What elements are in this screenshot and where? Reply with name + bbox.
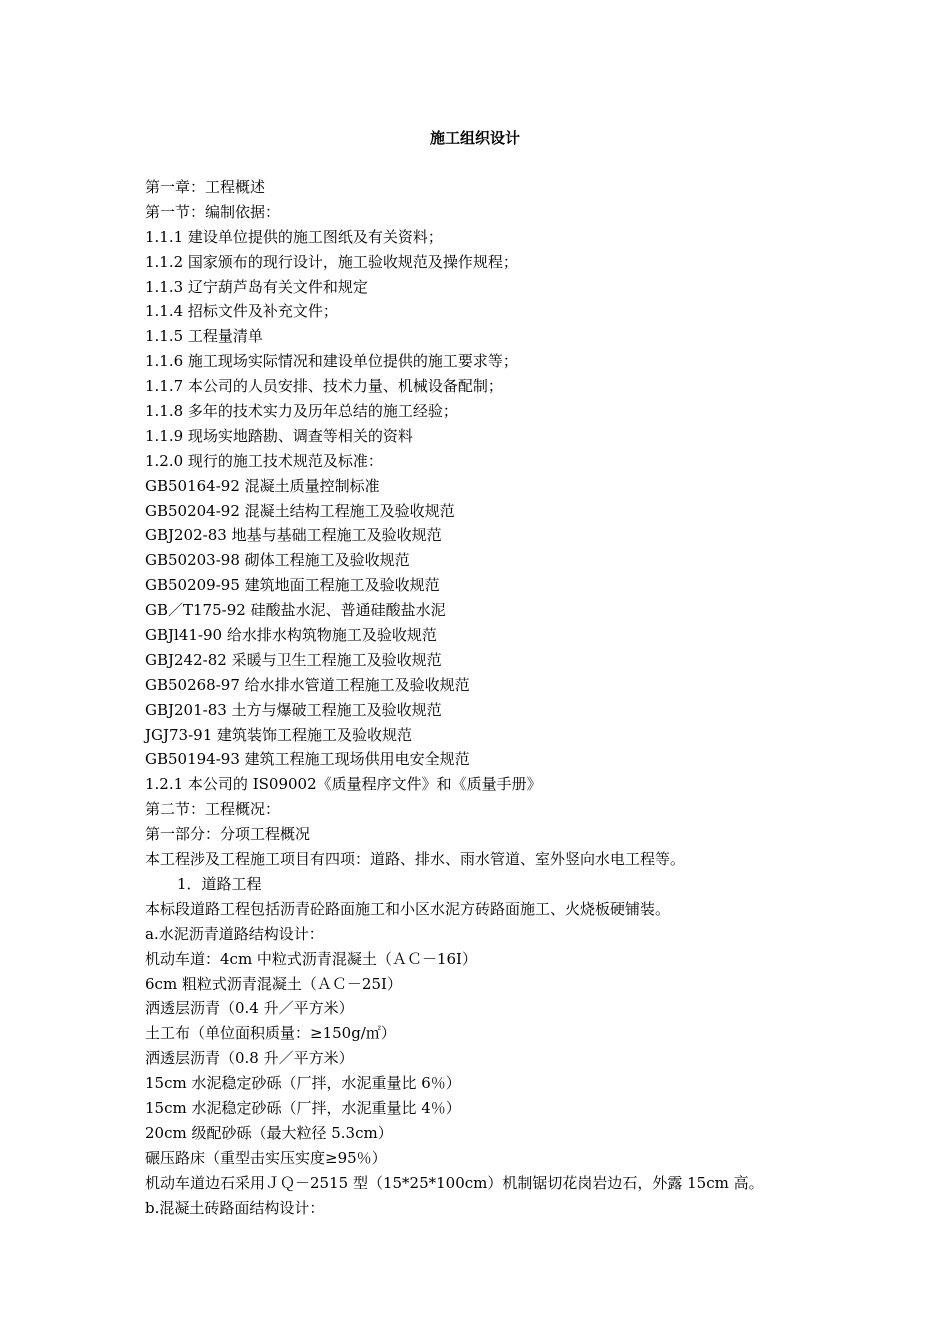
text-line: GB50203-98 砌体工程施工及验收规范 — [145, 551, 410, 570]
text-line: 1.1.3 辽宁葫芦岛有关文件和规定 — [145, 277, 368, 296]
text-line: GB50164-92 混凝土质量控制标准 — [145, 476, 380, 495]
text-line: 碾压路床（重型击实压实度≥95％） — [145, 1148, 387, 1167]
text-line: GB50204-92 混凝土结构工程施工及验收规范 — [145, 501, 455, 520]
text-line: GB50194-93 建筑工程施工现场供用电安全规范 — [145, 750, 470, 769]
text-line: 6cm 粗粒式沥青混凝土（ＡＣ－25Ⅰ） — [145, 974, 402, 993]
text-line: 第一节：编制依据： — [145, 202, 281, 221]
text-line: 洒透层沥青（0.4 升／平方米） — [145, 999, 354, 1018]
text-line: GB50209-95 建筑地面工程施工及验收规范 — [145, 576, 440, 595]
text-line: 1.1.1 建设单位提供的施工图纸及有关资料； — [145, 227, 443, 246]
text-line: GBJ202-83 地基与基础工程施工及验收规范 — [145, 526, 442, 545]
text-line: 第一章：工程概述 — [145, 178, 266, 196]
text-line: 1.1.5 工程量清单 — [145, 327, 263, 346]
text-line: 1.1.6 施工现场实际情况和建设单位提供的施工要求等； — [145, 352, 518, 371]
text-line: 15cm 水泥稳定砂砾（厂拌，水泥重量比 4％） — [145, 1098, 461, 1117]
text-line: 机动车道：4cm 中粒式沥青混凝土（ＡＣ－16Ⅰ） — [145, 949, 477, 968]
text-line: 1.1.7 本公司的人员安排、技术力量、机械设备配制； — [145, 377, 503, 396]
text-line: 1.2.1 本公司的 IS09002《质量程序文件》和《质量手册》 — [145, 775, 542, 794]
text-line: GBJ242-82 采暖与卫生工程施工及验收规范 — [145, 650, 442, 669]
text-line: 20cm 级配砂砾（最大粒径 5.3cm） — [145, 1123, 393, 1142]
text-line: b.混凝土砖路面结构设计： — [145, 1198, 325, 1217]
text-line: 1.1.8 多年的技术实力及历年总结的施工经验； — [145, 402, 458, 421]
text-line: 1.2.0 现行的施工技术规范及标准： — [145, 451, 383, 470]
text-line: 本标段道路工程包括沥青砼路面施工和小区水泥方砖路面施工、火烧板硬铺装。 — [145, 899, 671, 918]
text-line: a.水泥沥青道路结构设计： — [145, 924, 324, 943]
text-line: GBJl41-90 给水排水构筑物施工及验收规范 — [145, 626, 437, 645]
text-line: 第二节：工程概况： — [145, 800, 281, 819]
text-line: GBJ201-83 土方与爆破工程施工及验收规范 — [145, 700, 442, 719]
text-line: 本工程涉及工程施工项目有四项：道路、排水、雨水管道、室外竖向水电工程等。 — [145, 850, 686, 869]
text-line: 1．道路工程 — [177, 874, 262, 893]
text-line: 机动车道边石采用ＪＱ－2515 型（15*25*100cm）机制锯切花岗岩边石，外露 15cm 高。 — [145, 1173, 764, 1192]
text-line: 第一部分：分项工程概况 — [145, 825, 311, 844]
text-line: 1.1.9 现场实地踏勘、调查等相关的资料 — [145, 426, 413, 445]
text-line: GB／T175-92 硅酸盐水泥、普通硅酸盐水泥 — [145, 601, 446, 620]
text-line: 1.1.2 国家颁布的现行设计，施工验收规范及操作规程； — [145, 252, 518, 271]
text-line: 洒透层沥青（0.8 升／平方米） — [145, 1049, 354, 1068]
text-line: GB50268-97 给水排水管道工程施工及验收规范 — [145, 675, 470, 694]
text-line: 15cm 水泥稳定砂砾（厂拌，水泥重量比 6％） — [145, 1074, 461, 1093]
text-line: JGJ73-91 建筑装饰工程施工及验收规范 — [145, 725, 413, 744]
text-line: 1.1.4 招标文件及补充文件； — [145, 302, 338, 321]
document-body — [145, 175, 825, 1220]
document-title: 施工组织设计 — [429, 129, 520, 147]
text-line: 土工布（单位面积质量：≥150g/㎡） — [145, 1024, 396, 1043]
